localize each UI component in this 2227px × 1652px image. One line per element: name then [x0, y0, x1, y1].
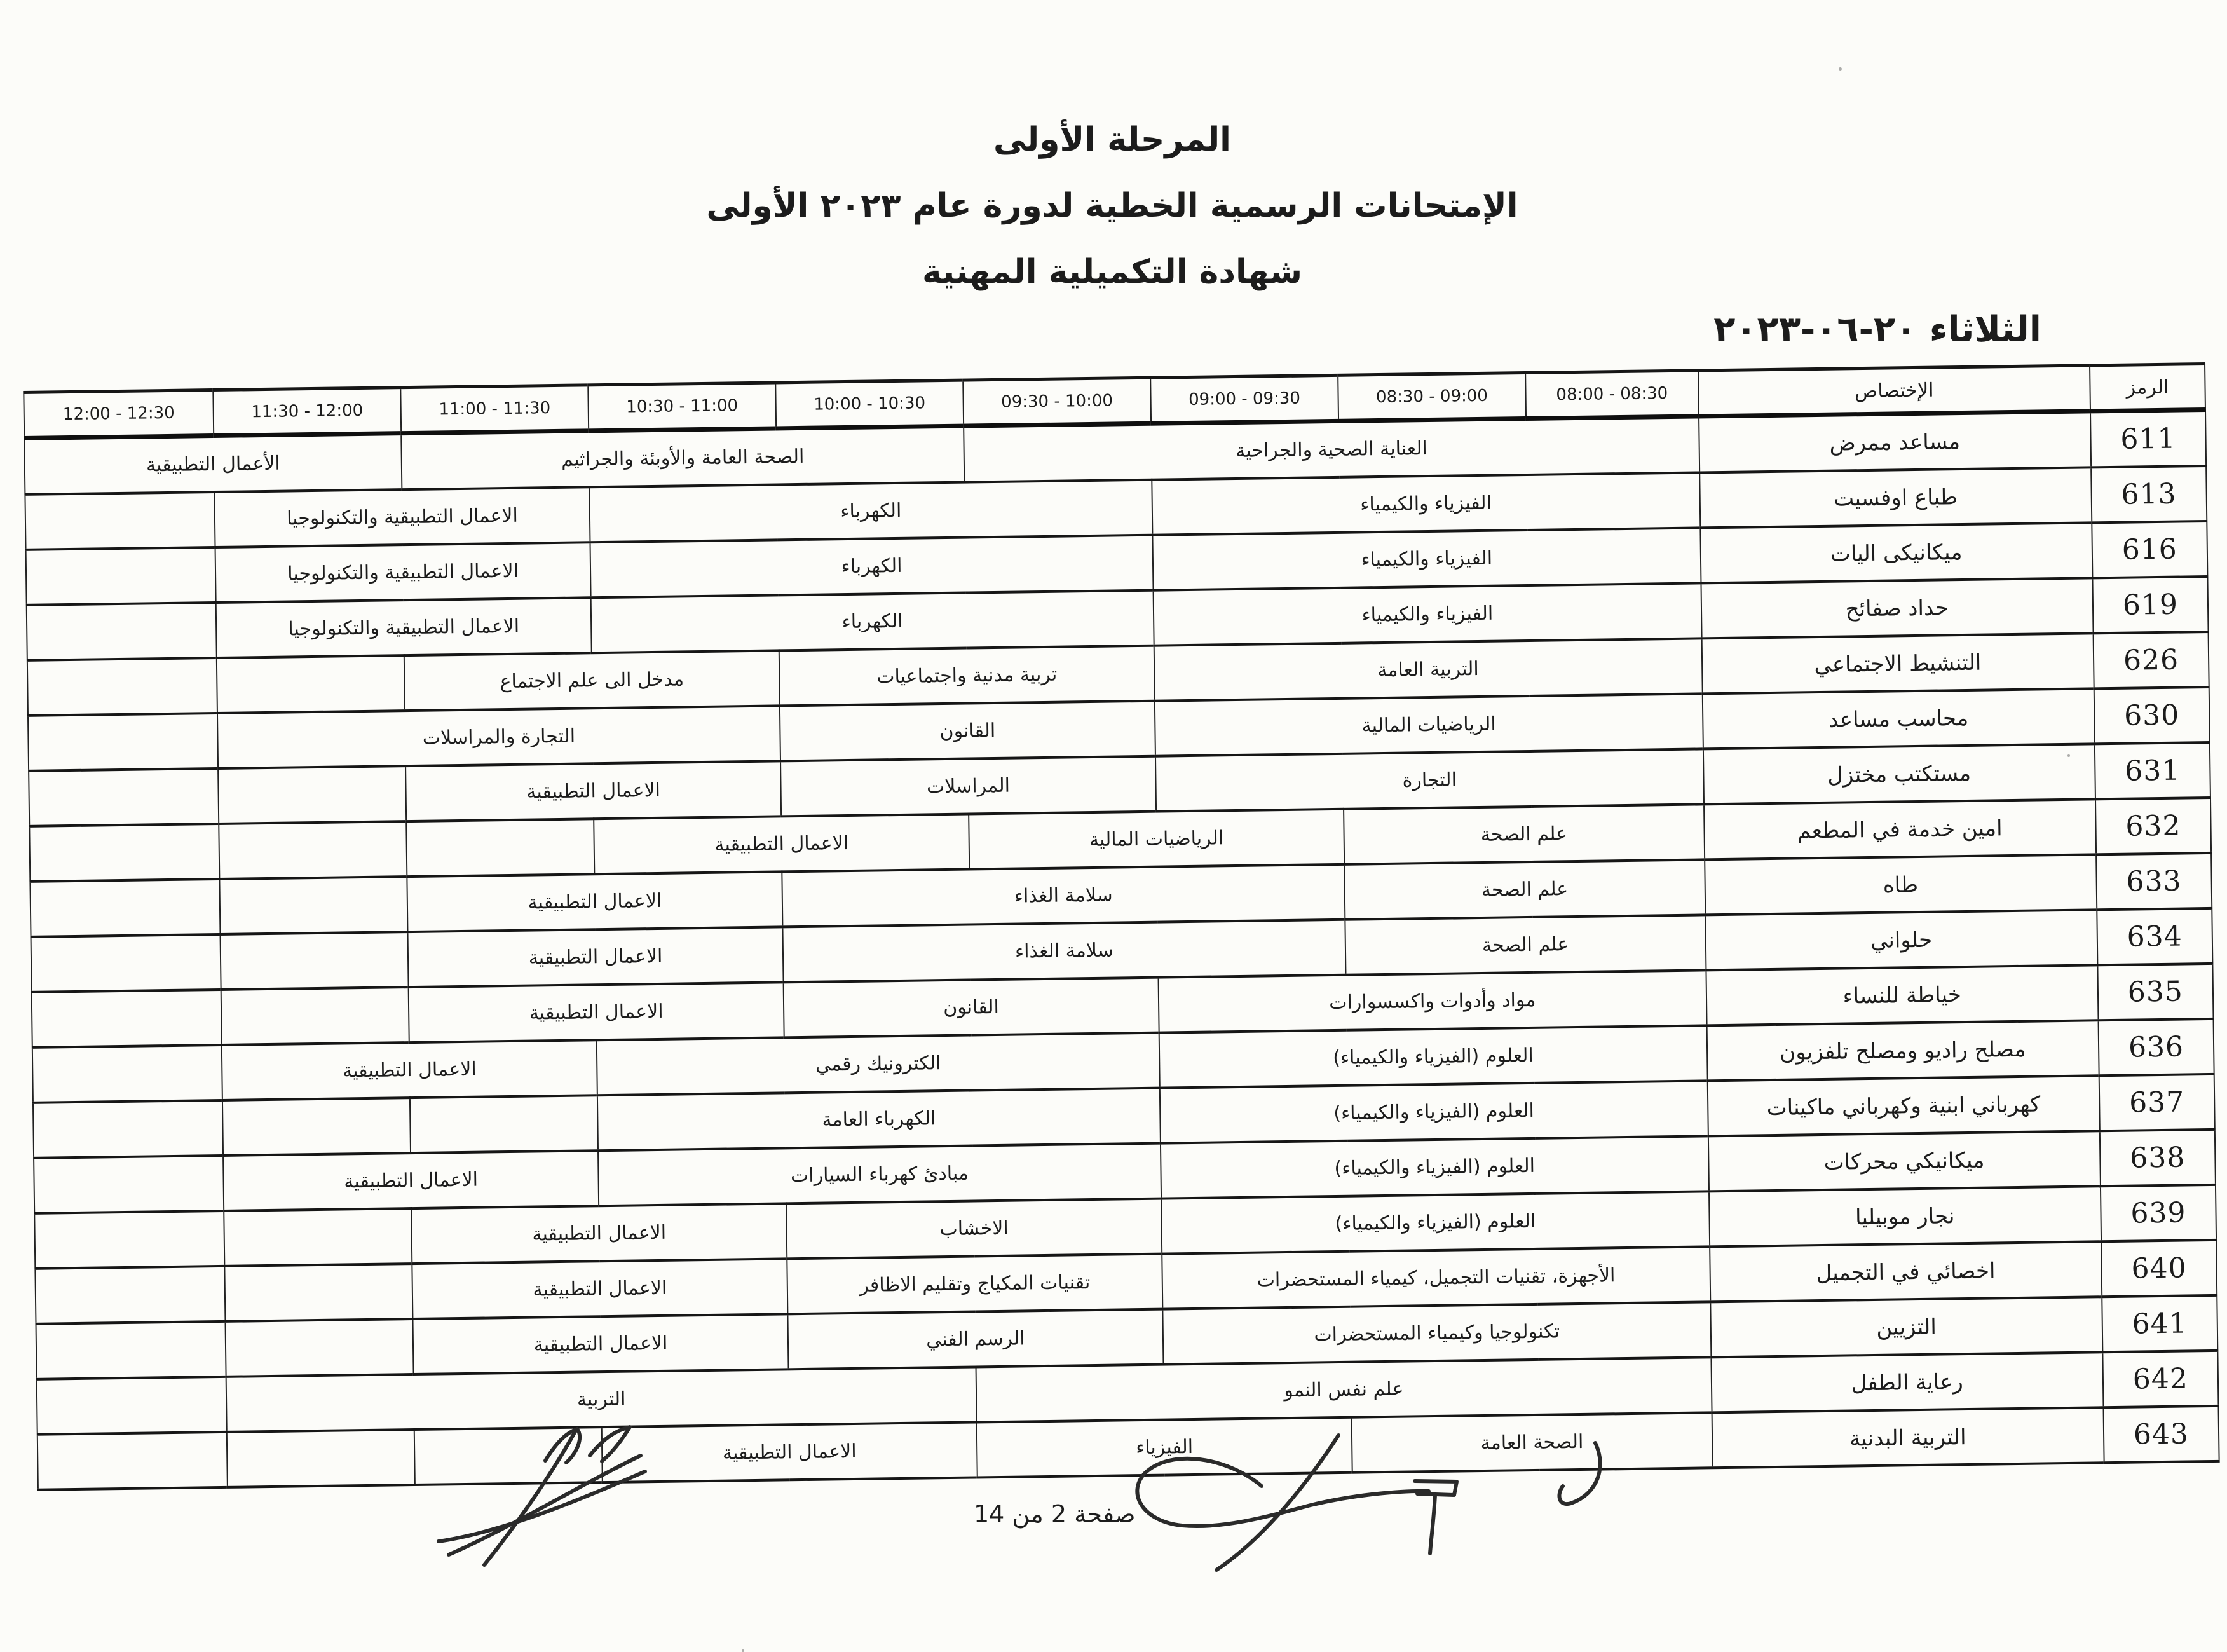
- specialization-cell: مساعد ممرض: [1699, 411, 2091, 473]
- subject-cell: التربية: [226, 1367, 977, 1431]
- subject-cell: الفيزياء: [977, 1417, 1352, 1478]
- empty-slot-cell: [410, 1095, 598, 1153]
- empty-slot-cell: [36, 1321, 226, 1379]
- code-cell: 626: [2093, 632, 2209, 688]
- subject-cell: الاعمال التطبيقية: [222, 1040, 597, 1100]
- empty-slot-cell: [32, 1045, 222, 1103]
- empty-slot-cell: [30, 879, 220, 937]
- subject-cell: علم الصحة: [1345, 915, 1706, 974]
- subject-cell: تربية مدنية واجتماعيات: [779, 646, 1155, 706]
- specialization-cell: نجار موبيليا: [1709, 1186, 2101, 1246]
- code-cell: 642: [2102, 1351, 2218, 1407]
- code-cell: 631: [2095, 742, 2210, 799]
- header-time-slot-3: 10:00 - 09:30: [963, 378, 1151, 426]
- subject-cell: علم الصحة: [1344, 804, 1705, 864]
- subject-cell: الاخشاب: [786, 1199, 1162, 1259]
- subject-cell: الاعمال التطبيقية: [409, 982, 784, 1042]
- code-cell: 638: [2100, 1130, 2216, 1186]
- subject-cell: التربية العامة: [1154, 638, 1703, 700]
- empty-slot-cell: [32, 990, 222, 1048]
- code-cell: 630: [2094, 687, 2210, 744]
- subject-cell: الأجهزة، تقنيات التجميل، كيمياء المستحضرات: [1162, 1246, 1710, 1309]
- subject-cell: علم الصحة: [1344, 859, 1705, 919]
- page-number-label: صفحة 2 من 14: [974, 1500, 1136, 1528]
- subject-cell: الاعمال التطبيقية والتكنولوجيا: [214, 487, 590, 547]
- subject-cell: سلامة الغذاء: [782, 920, 1345, 983]
- specialization-cell: رعاية الطفل: [1711, 1352, 2103, 1412]
- title-certificate-line: شهادة التكميلية المهنية: [922, 253, 1302, 291]
- subject-cell: العلوم (الفيزياء والكيمياء): [1161, 1191, 1710, 1253]
- empty-slot-cell: [34, 1211, 224, 1269]
- subject-cell: الرسم الفني: [787, 1309, 1163, 1370]
- empty-slot-cell: [222, 1098, 411, 1156]
- subject-cell: العلوم (الفيزياء والكيمياء): [1159, 1025, 1708, 1088]
- subject-cell: الأعمال التطبيقية: [24, 433, 402, 495]
- empty-slot-cell: [414, 1427, 603, 1485]
- code-cell: 641: [2102, 1295, 2217, 1352]
- subject-cell: الكهرباء: [589, 480, 1152, 543]
- header-time-slot-2: 09:30 - 09:00: [1150, 375, 1338, 423]
- code-cell: 635: [2097, 964, 2213, 1020]
- code-cell: 643: [2103, 1406, 2219, 1463]
- header-time-slot-5: 11:00 - 10:30: [588, 383, 776, 431]
- subject-cell: الاعمال التطبيقية: [602, 1422, 977, 1482]
- subject-cell: المراسلات: [780, 756, 1156, 817]
- empty-slot-cell: [226, 1319, 414, 1377]
- code-cell: 633: [2096, 853, 2212, 910]
- specialization-cell: ميكانيكي محركات: [1708, 1131, 2101, 1191]
- subject-cell: سلامة الغذاء: [782, 864, 1345, 927]
- subject-cell: التجارة: [1155, 749, 1704, 811]
- title-exams-line: الإمتحانات الرسمية الخطية لدورة عام ٢٠٢٣ الأولى: [706, 187, 1518, 225]
- empty-slot-cell: [27, 658, 217, 716]
- empty-slot-cell: [221, 987, 409, 1045]
- subject-cell: مواد وأدوات واكسسوارات: [1158, 970, 1706, 1032]
- subject-cell: العناية الصحية والجراحية: [964, 416, 1699, 482]
- subject-cell: مدخل الى علم الاجتماع: [404, 650, 780, 711]
- subject-cell: القانون: [784, 978, 1159, 1038]
- specialization-cell: امين خدمة في المطعم: [1704, 799, 2096, 859]
- header-time-slot-4: 10:30 - 10:00: [775, 380, 964, 428]
- specialization-cell: التنشيط الاجتماعي: [1701, 633, 2094, 693]
- schedule-sheet: [23, 362, 2219, 1491]
- scan-speck: [742, 1649, 744, 1652]
- code-cell: 632: [2095, 798, 2211, 854]
- empty-slot-cell: [224, 1264, 412, 1321]
- code-cell: 640: [2101, 1240, 2217, 1297]
- subject-cell: الاعمال التطبيقية: [405, 761, 781, 821]
- empty-slot-cell: [35, 1266, 225, 1324]
- subject-cell: الاعمال التطبيقية: [594, 814, 969, 875]
- code-cell: 639: [2101, 1185, 2216, 1241]
- subject-cell: الاعمال التطبيقية: [411, 1203, 787, 1264]
- empty-slot-cell: [219, 821, 407, 879]
- subject-cell: تكنولوجيا وكيمياء المستحضرات: [1162, 1302, 1711, 1364]
- code-cell: 619: [2092, 577, 2208, 633]
- document-title-block: [636, 107, 1589, 305]
- subject-cell: تقنيات المكياج وتقليم الاظافر: [787, 1254, 1162, 1314]
- empty-slot-cell: [31, 934, 221, 992]
- subject-cell: الاعمال التطبيقية: [223, 1150, 599, 1211]
- empty-slot-cell: [27, 603, 217, 660]
- specialization-cell: التزيين: [1710, 1297, 2102, 1357]
- subject-cell: الكهرباء العامة: [597, 1088, 1161, 1151]
- empty-slot-cell: [37, 1432, 228, 1490]
- empty-slot-cell: [34, 1156, 224, 1213]
- code-cell: 616: [2092, 521, 2207, 578]
- title-stage-line: المرحلة الأولى: [993, 121, 1231, 159]
- specialization-cell: كهرباني ابنية وكهرباني ماكينات: [1707, 1075, 2099, 1136]
- header-specialization: الإختصاص: [1698, 365, 2090, 416]
- code-cell: 636: [2098, 1019, 2214, 1075]
- schedule-table: [23, 362, 2219, 1491]
- subject-cell: مبادئ كهرباء السيارات: [598, 1143, 1161, 1206]
- empty-slot-cell: [29, 768, 219, 826]
- specialization-cell: طاه: [1705, 854, 2097, 915]
- subject-cell: العلوم (الفيزياء والكيمياء): [1161, 1136, 1709, 1198]
- empty-slot-cell: [37, 1377, 227, 1435]
- subject-cell: الاعمال التطبيقية: [413, 1314, 789, 1374]
- specialization-cell: مستكتب مختزل: [1703, 744, 2095, 804]
- code-cell: 637: [2099, 1074, 2214, 1131]
- header-time-slot-6: 11:30 - 11:00: [400, 385, 589, 433]
- specialization-cell: حلواني: [1705, 910, 2097, 970]
- empty-slot-cell: [29, 824, 219, 882]
- subject-cell: الفيزياء والكيمياء: [1152, 528, 1701, 590]
- subject-cell: الاعمال التطبيقية: [408, 927, 784, 987]
- subject-cell: الاعمال التطبيقية والتكنولوجيا: [215, 542, 591, 603]
- subject-cell: الفيزياء والكيمياء: [1152, 472, 1700, 535]
- empty-slot-cell: [28, 713, 218, 771]
- empty-slot-cell: [219, 877, 407, 934]
- subject-cell: الاعمال التطبيقية: [407, 871, 782, 932]
- subject-cell: القانون: [780, 701, 1155, 761]
- scan-speck: [1839, 67, 1842, 71]
- header-code: الرمز: [2090, 364, 2205, 411]
- header-time-slot-0: 08:30 - 08:00: [1525, 371, 1699, 419]
- subject-cell: الاعمال التطبيقية والتكنولوجيا: [216, 597, 592, 658]
- subject-cell: الرياضيات المالية: [969, 809, 1344, 870]
- empty-slot-cell: [25, 492, 215, 550]
- subject-cell: الكترونيك رقمي: [597, 1033, 1160, 1096]
- empty-slot-cell: [26, 547, 216, 605]
- exam-day-date: الثلاثاء ٢٠-٠٦-٢٠٢٣: [1713, 309, 2041, 350]
- schedule-body: [24, 410, 2219, 1490]
- empty-slot-cell: [33, 1100, 223, 1158]
- subject-cell: الرياضيات المالية: [1155, 693, 1703, 756]
- subject-cell: الكهرباء: [590, 535, 1154, 598]
- specialization-cell: اخصائي في التجميل: [1710, 1241, 2102, 1302]
- specialization-cell: مصلح راديو ومصلح تلفزيون: [1706, 1020, 2099, 1081]
- subject-cell: الصحة العامة والأوبئة والجراثيم: [401, 426, 964, 489]
- header-time-slot-1: 09:00 - 08:30: [1338, 373, 1526, 421]
- specialization-cell: محاسب مساعد: [1702, 688, 2094, 749]
- code-cell: 611: [2090, 410, 2206, 468]
- specialization-cell: التربية البدنية: [1712, 1407, 2104, 1468]
- scan-speck: [2067, 754, 2070, 757]
- subject-cell: علم نفس النمو: [976, 1357, 1712, 1422]
- empty-slot-cell: [218, 766, 406, 824]
- subject-cell: الصحة العامة: [1352, 1412, 1713, 1472]
- specialization-cell: خياطة للنساء: [1706, 965, 2098, 1025]
- empty-slot-cell: [217, 655, 405, 713]
- empty-slot-cell: [221, 932, 409, 990]
- specialization-cell: ميكانيكى اليات: [1700, 522, 2092, 583]
- header-time-slot-8: 12:30 - 12:00: [24, 390, 214, 439]
- code-cell: 634: [2097, 908, 2212, 965]
- subject-cell: العلوم (الفيزياء والكيمياء): [1160, 1081, 1708, 1143]
- empty-slot-cell: [406, 819, 594, 877]
- subject-cell: الفيزياء والكيمياء: [1153, 583, 1701, 645]
- header-time-slot-7: 12:00 - 11:30: [213, 388, 401, 436]
- specialization-cell: حداد صفائح: [1701, 578, 2093, 638]
- subject-cell: الاعمال التطبيقية: [412, 1259, 787, 1319]
- empty-slot-cell: [227, 1430, 415, 1487]
- subject-cell: التجارة والمراسلات: [217, 706, 780, 768]
- specialization-cell: طباع اوفسيت: [1699, 467, 2092, 528]
- empty-slot-cell: [224, 1208, 412, 1266]
- code-cell: 613: [2091, 466, 2207, 522]
- subject-cell: الكهرباء: [591, 590, 1154, 653]
